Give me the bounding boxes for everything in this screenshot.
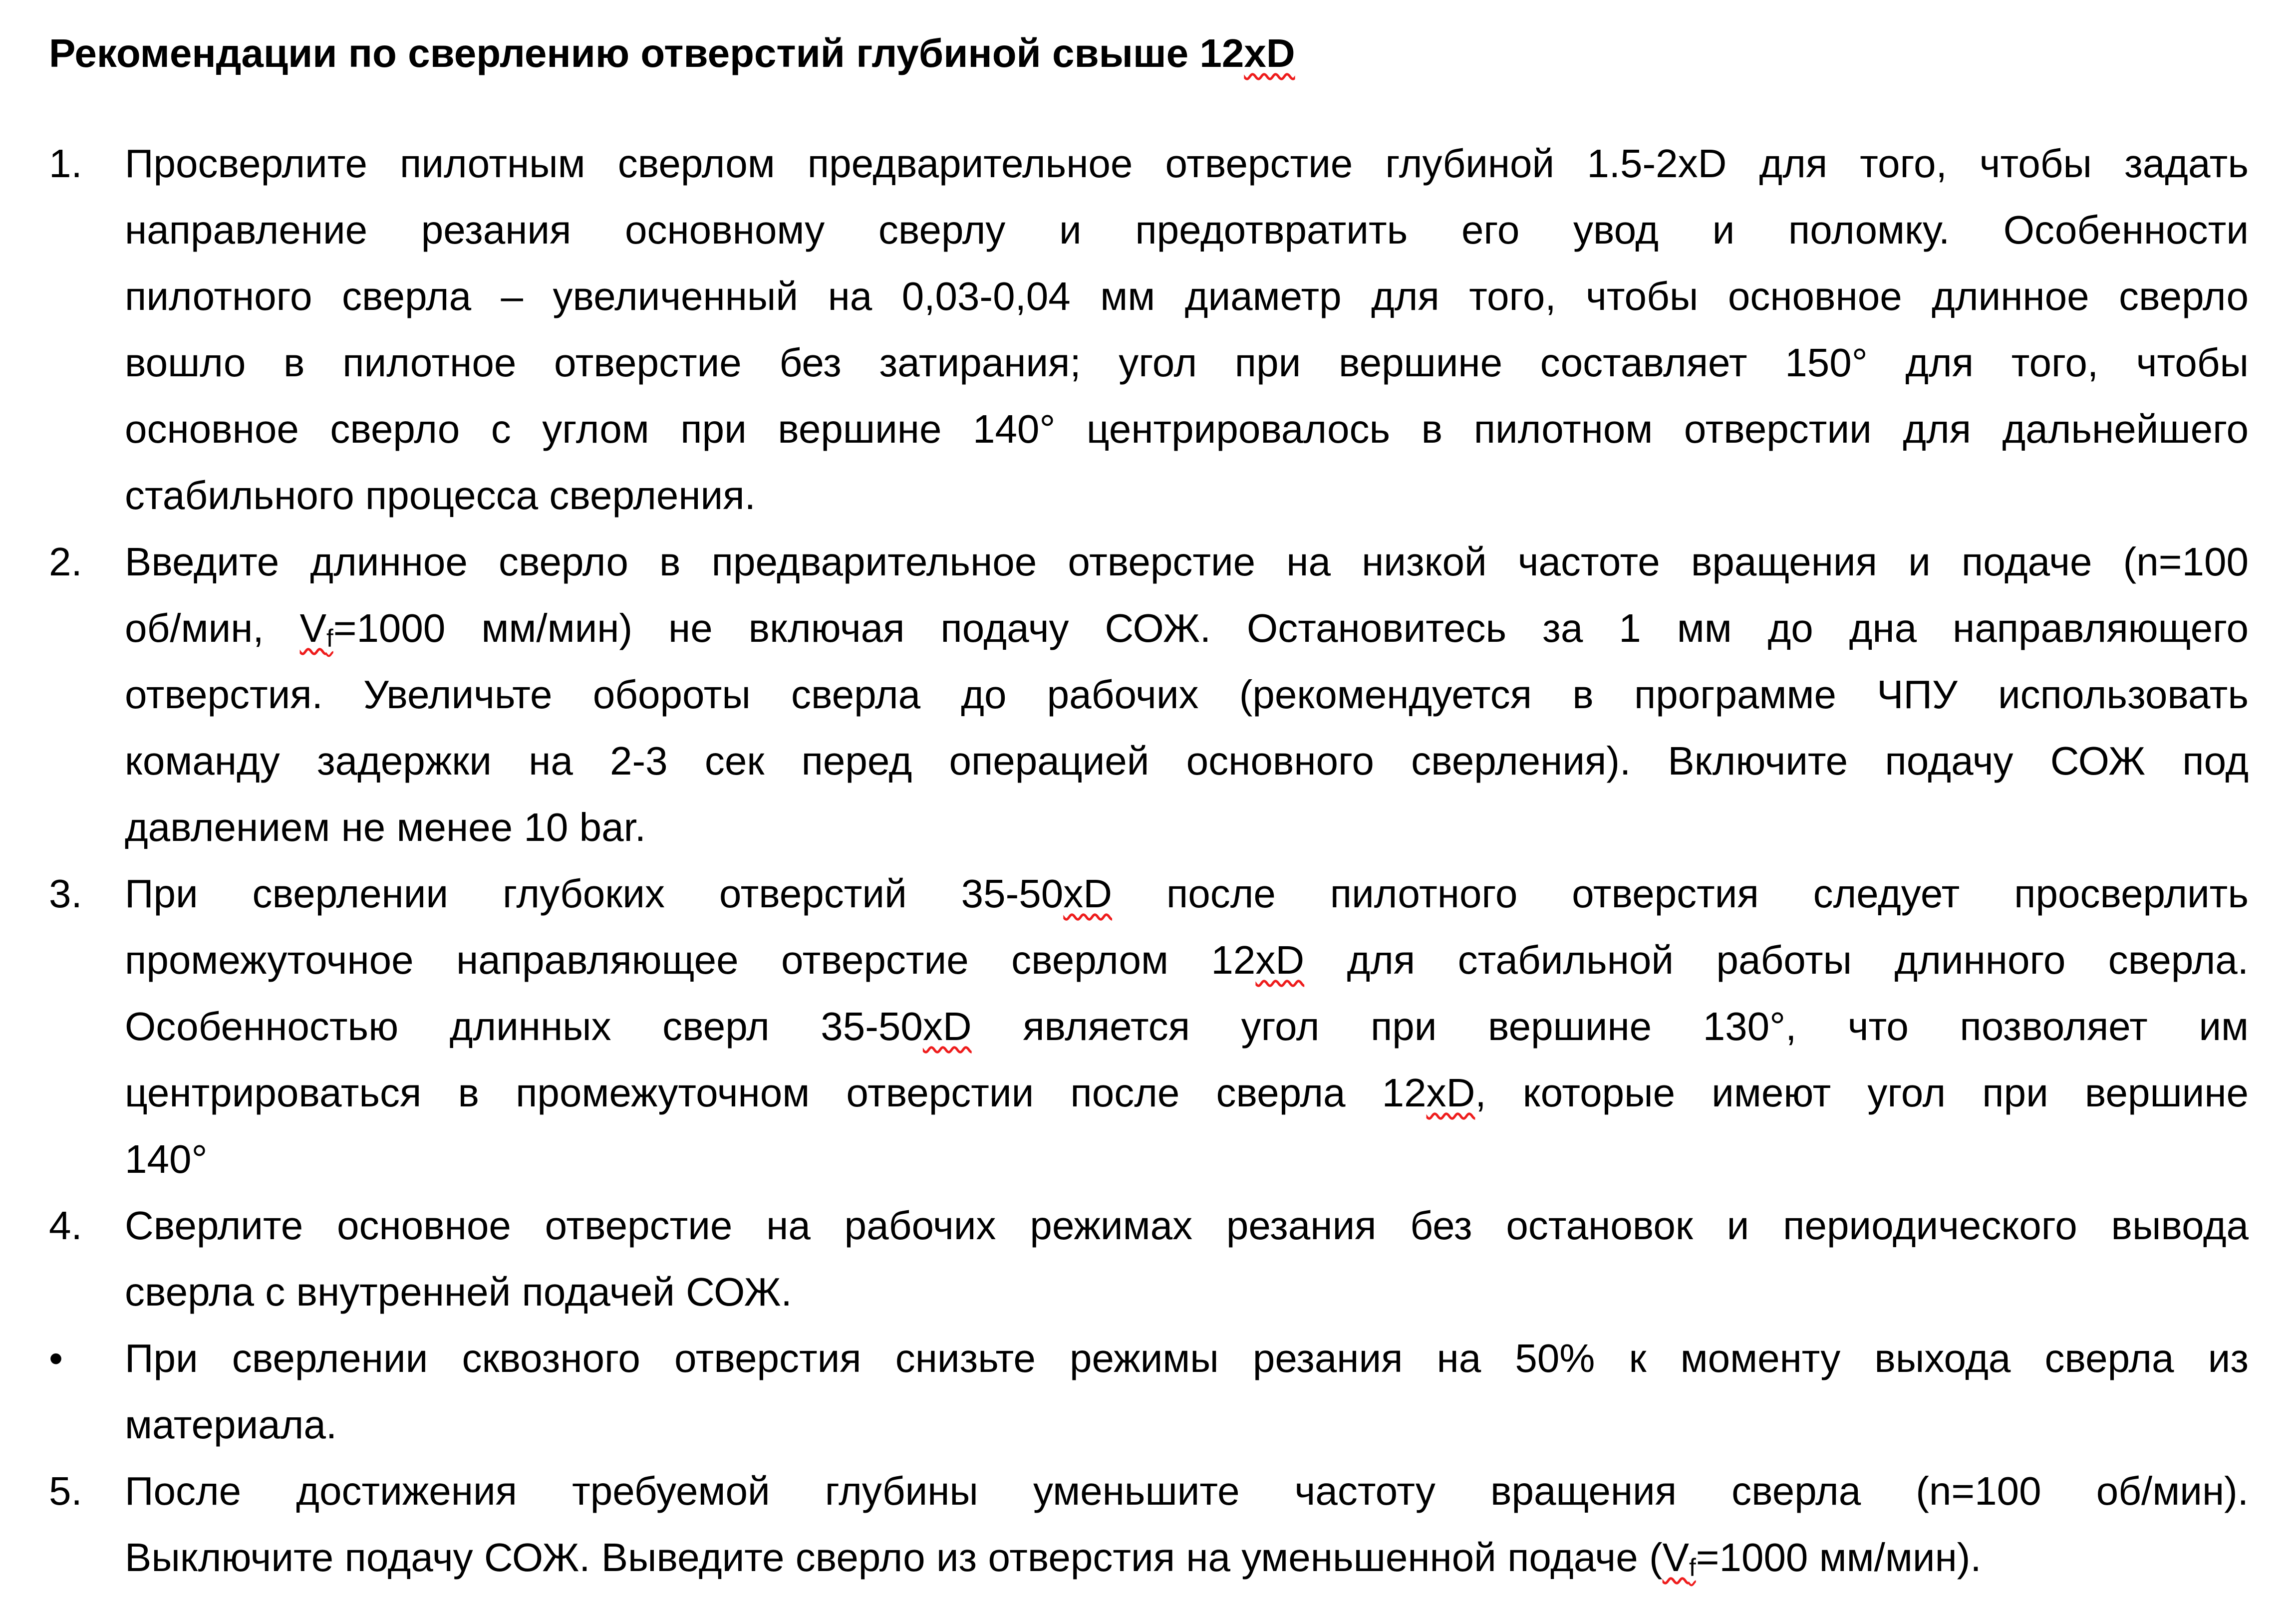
text-segment: При сверлении сквозного отверстия снизьте режимы резания на 50% к моменту выхода сверла из	[125, 1336, 2249, 1380]
list-item-content	[125, 130, 2249, 529]
list-item-marker: 1.	[49, 141, 82, 186]
text-segment: вошло в пилотное отверстие без затирания; угол при вершине составляет 150° для того, чтобы	[125, 340, 2249, 385]
text-segment: 140°	[125, 1137, 208, 1181]
list-item	[49, 1325, 2249, 1458]
text-segment: отверстия. Увеличьте обороты сверла до рабочих (рекомендуется в программе ЧПУ использовать	[125, 672, 2249, 717]
text-line	[125, 860, 2249, 927]
text-line	[125, 728, 2249, 794]
misspelled-text: xD	[1426, 1070, 1475, 1115]
text-line	[125, 1192, 2249, 1259]
text-segment: давлением не менее 10 bar.	[125, 805, 646, 849]
list-item	[49, 130, 2249, 529]
text-segment: , которые имеют угол при вершине	[1475, 1070, 2249, 1115]
list-item	[49, 1192, 2249, 1325]
text-line	[125, 529, 2249, 595]
text-line	[125, 1259, 2249, 1325]
list-item	[49, 1458, 2249, 1591]
text-segment: Просверлите пилотным сверлом предварительное отверстие глубиной 1.5-2xD для того, чтобы задать	[125, 141, 2249, 186]
text-line	[125, 462, 2249, 529]
text-segment: Сверлите основное отверстие на рабочих режимах резания без остановок и периодического вывода	[125, 1203, 2249, 1248]
text-line	[125, 1458, 2249, 1524]
list-item-content	[125, 1458, 2249, 1591]
recommendations-list	[49, 130, 2249, 1591]
list-item-marker: 4.	[49, 1203, 82, 1248]
text-segment: является угол при вершине 130°, что позволяет им	[971, 1004, 2249, 1049]
text-segment: При сверлении глубоких отверстий 35-50	[125, 871, 1064, 916]
text-line	[125, 1391, 2249, 1458]
text-segment: После достижения требуемой глубины уменьшите частоту вращения сверла (n=100 об/мин).	[125, 1469, 2249, 1513]
list-item-marker: •	[49, 1336, 63, 1380]
misspelled-text: xD	[922, 1004, 972, 1049]
document-title	[49, 20, 2249, 86]
misspelled-text: xD	[1255, 938, 1305, 982]
text-segment: основное сверло с углом при вершине 140° центрировалось в пилотном отверстии для дальнейшего	[125, 407, 2249, 451]
text-line	[125, 263, 2249, 329]
list-item-marker: 5.	[49, 1469, 82, 1513]
text-segment: сверла с внутренней подачей СОЖ.	[125, 1270, 792, 1314]
text-segment: промежуточное направляющее отверстие сверлом 12	[125, 938, 1256, 982]
misspelled-text: f	[1689, 1553, 1696, 1582]
text-segment: команду задержки на 2-3 сек перед операцией основного сверления). Включите подачу СОЖ под	[125, 739, 2249, 783]
text-line	[125, 197, 2249, 263]
text-line	[125, 329, 2249, 396]
text-line	[125, 661, 2249, 728]
misspelled-text: xD	[1244, 31, 1295, 75]
text-line	[125, 927, 2249, 993]
list-item-content	[125, 860, 2249, 1192]
text-segment: после пилотного отверстия следует просверлить	[1112, 871, 2249, 916]
list-item-content	[125, 1192, 2249, 1325]
text-segment: =1000 мм/мин).	[1696, 1535, 1982, 1580]
text-segment: Введите длинное сверло в предварительное отверстие на низкой частоте вращения и подаче (n=100	[125, 539, 2249, 584]
list-item-marker: 3.	[49, 871, 82, 916]
list-item-marker: 2.	[49, 539, 82, 584]
list-item-content	[125, 1325, 2249, 1458]
text-line	[125, 595, 2249, 661]
text-segment: Рекомендации по сверлению отверстий глубиной свыше 12	[49, 31, 1244, 75]
text-segment: =1000 мм/мин) не включая подачу СОЖ. Остановитесь за 1 мм до дна направляющего	[333, 606, 2249, 650]
text-segment: стабильного процесса сверления.	[125, 473, 756, 518]
text-segment: центрироваться в промежуточном отверстии после сверла 12	[125, 1070, 1427, 1115]
text-segment: направление резания основному сверлу и предотвратить его увод и поломку. Особенности	[125, 208, 2249, 252]
misspelled-text: f	[326, 624, 333, 652]
list-item-content	[125, 529, 2249, 860]
text-line	[125, 1524, 2249, 1591]
text-segment: об/мин,	[125, 606, 300, 650]
list-item	[49, 860, 2249, 1192]
text-segment: материала.	[125, 1402, 337, 1447]
misspelled-text: V	[299, 606, 326, 650]
text-line	[125, 1325, 2249, 1391]
text-line	[125, 130, 2249, 197]
text-segment: Выключите подачу СОЖ. Выведите сверло из отверстия на уменьшенной подаче (	[125, 1535, 1663, 1580]
text-line	[125, 1060, 2249, 1126]
text-segment: Особенностью длинных сверл 35-50	[125, 1004, 923, 1049]
text-line	[125, 993, 2249, 1060]
list-item	[49, 529, 2249, 860]
misspelled-text: V	[1662, 1535, 1689, 1580]
text-line	[125, 794, 2249, 860]
text-line	[125, 396, 2249, 462]
text-segment: для стабильной работы длинного сверла.	[1304, 938, 2249, 982]
text-segment: пилотного сверла – увеличенный на 0,03-0,04 мм диаметр для того, чтобы основное длинное сверло	[125, 274, 2249, 318]
misspelled-text: xD	[1063, 871, 1113, 916]
text-line	[125, 1126, 2249, 1192]
